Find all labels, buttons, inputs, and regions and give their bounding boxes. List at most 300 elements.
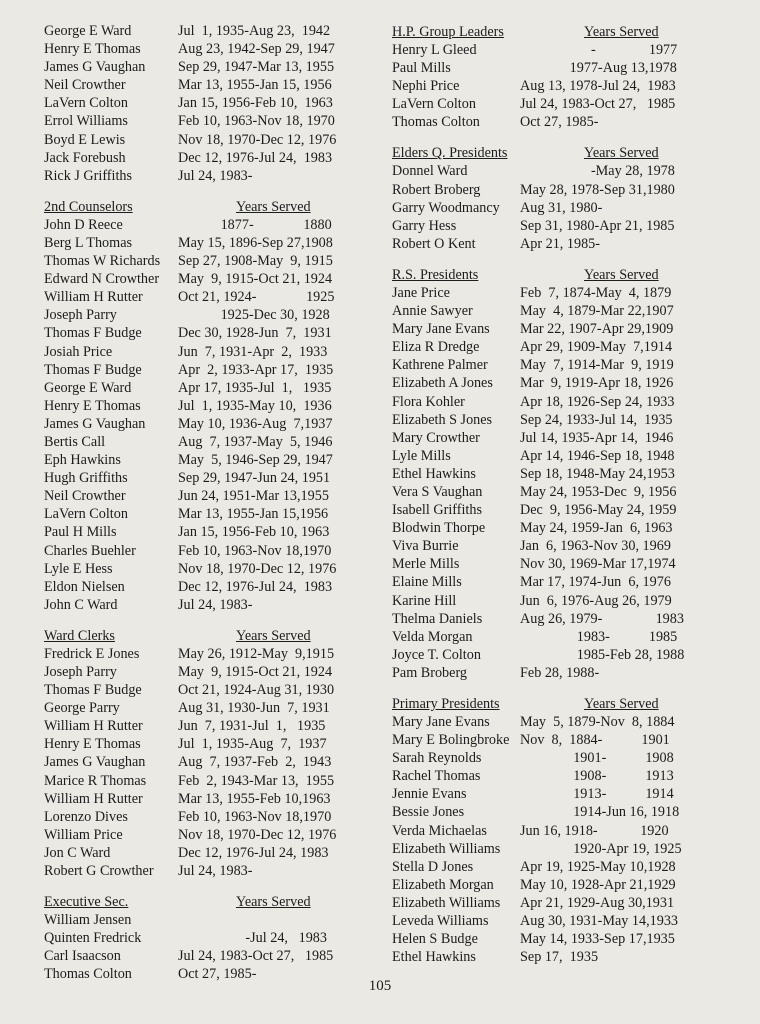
service-dates: Jun 16, 1918- 1920 (520, 822, 669, 839)
service-dates: Jan 15, 1956-Feb 10, 1963 (178, 95, 333, 112)
officer-name: Joyce T. Colton (392, 646, 481, 663)
officer-row (44, 523, 376, 541)
officer-row (392, 537, 722, 555)
officer-name: Sarah Reynolds (392, 750, 482, 767)
officer-row (392, 320, 722, 338)
service-dates: Apr 29, 1909-May 7,1914 (520, 339, 673, 356)
officer-row (392, 876, 722, 894)
officer-row (392, 284, 722, 302)
service-dates: Aug 31, 1930-Jun 7, 1931 (178, 700, 330, 717)
service-dates: 1977-Aug 13,1978 (520, 60, 677, 77)
officer-row (392, 59, 722, 77)
section-title: Elders Q. Presidents (392, 145, 508, 162)
officer-row (44, 469, 376, 487)
officer-row (392, 519, 722, 537)
officer-row (392, 95, 722, 113)
service-dates: May 24, 1953-Dec 9, 1956 (520, 483, 677, 500)
service-dates: Jun 7, 1931-Apr 2, 1933 (178, 343, 328, 360)
officer-row (392, 858, 722, 876)
left-section (44, 626, 376, 880)
officer-name: Eliza R Dredge (392, 339, 480, 356)
service-dates: May 9, 1915-Oct 21, 1924 (178, 664, 333, 680)
officer-name: James G Vaughan (44, 754, 146, 771)
years-served-label: Years Served (236, 627, 311, 644)
officer-row (392, 465, 722, 483)
officer-row (44, 663, 376, 681)
service-dates: Sep 29, 1947-Jun 24, 1951 (178, 470, 331, 487)
service-dates: Oct 21, 1924- 1925 (178, 289, 335, 306)
officer-name: Garry Woodmancy (392, 199, 500, 216)
service-dates: Jul 24, 1983- (178, 167, 253, 184)
officer-row (44, 361, 376, 379)
page-number: 105 (368, 978, 392, 994)
officer-row (44, 542, 376, 560)
service-dates: Apr 17, 1935-Jul 1, 1935 (178, 379, 332, 396)
officer-name: George E Ward (44, 379, 132, 396)
officer-name: William H Rutter (44, 289, 143, 306)
officer-name: Quinten Fredrick (44, 930, 142, 947)
officer-row (44, 112, 376, 130)
officer-name: Bessie Jones (392, 804, 465, 821)
section-title: R.S. Presidents (392, 266, 479, 283)
officer-name: Charles Buehler (44, 542, 136, 559)
officer-name: Jennie Evans (392, 786, 467, 803)
service-dates: 1920-Apr 19, 1925 (520, 840, 682, 857)
service-dates: Sep 24, 1933-Jul 14, 1935 (520, 411, 673, 428)
service-dates: Jun 6, 1976-Aug 26, 1979 (520, 592, 672, 609)
officer-row (44, 808, 376, 826)
officer-row (392, 573, 722, 591)
officer-row (392, 664, 722, 682)
service-dates: Apr 2, 1933-Apr 17, 1935 (178, 361, 334, 378)
service-dates: May 5, 1879-Nov 8, 1884 (520, 714, 675, 730)
officer-name: Neil Crowther (44, 77, 126, 94)
service-dates: Mar 13, 1955-Jan 15, 1956 (178, 77, 332, 94)
officer-row (392, 749, 722, 767)
officer-row (392, 217, 722, 235)
officer-name: Leveda Williams (392, 913, 489, 930)
officer-name: Mary E Bolingbroke (392, 732, 510, 749)
service-dates: 1925-Dec 30, 1928 (178, 307, 330, 324)
officer-row (44, 379, 376, 397)
service-dates: Apr 14, 1946-Sep 18, 1948 (520, 447, 675, 464)
service-dates: Nov 8, 1884- 1901 (520, 732, 670, 749)
service-dates: Sep 31, 1980-Apr 21, 1985 (520, 217, 675, 234)
years-served-label: Years Served (584, 266, 659, 283)
service-dates: Aug 7, 1937-Feb 2, 1943 (178, 754, 332, 771)
left-section (44, 892, 376, 983)
officer-name: Robert O Kent (392, 235, 476, 252)
service-dates: Nov 18, 1970-Dec 12, 1976 (178, 560, 337, 577)
officer-name: Elizabeth S Jones (392, 411, 493, 428)
officer-row (392, 731, 722, 749)
officer-row (44, 681, 376, 699)
officer-row (392, 411, 722, 429)
officer-name: James G Vaughan (44, 59, 146, 76)
section-header (392, 143, 722, 162)
officer-name: Elizabeth Williams (392, 840, 501, 857)
officer-row (392, 894, 722, 912)
service-dates: Dec 30, 1928-Jun 7, 1931 (178, 325, 332, 342)
officer-name: William Price (44, 826, 123, 843)
officer-row (392, 113, 722, 131)
service-dates (178, 911, 376, 929)
left-section (44, 197, 376, 614)
officer-name: Mary Jane Evans (392, 321, 490, 338)
officer-name: Velda Morgan (392, 628, 473, 645)
service-dates: Dec 9, 1956-May 24, 1959 (520, 502, 677, 519)
officer-row (44, 645, 376, 663)
officer-row (44, 862, 376, 880)
officer-name: Mary Crowther (392, 429, 480, 446)
section-header (392, 265, 722, 284)
officer-row (44, 911, 376, 929)
service-dates: Jul 1, 1935-Aug 23, 1942 (178, 23, 331, 39)
service-dates: 1901- 1908 (520, 750, 674, 767)
officer-name: Stella D Jones (392, 858, 474, 875)
officer-row (392, 302, 722, 320)
officer-row (44, 167, 376, 185)
officer-row (44, 790, 376, 808)
officer-name: Eldon Nielsen (44, 578, 125, 595)
officer-name: Nephi Price (392, 78, 460, 95)
service-dates: Sep 29, 1947-Mar 13, 1955 (178, 59, 335, 76)
service-dates: Sep 18, 1948-May 24,1953 (520, 465, 675, 482)
section-title: Ward Clerks (44, 627, 115, 644)
left-column (44, 22, 376, 996)
officer-name: Viva Burrie (392, 538, 459, 555)
officer-name: Donnel Ward (392, 163, 468, 180)
officer-name: Joseph Parry (44, 664, 117, 680)
service-dates: Feb 7, 1874-May 4, 1879 (520, 284, 672, 301)
officer-row (392, 429, 722, 447)
service-dates: Mar 9, 1919-Apr 18, 1926 (520, 375, 674, 392)
years-served-label: Years Served (236, 894, 311, 911)
officer-row (44, 929, 376, 947)
officer-row (44, 149, 376, 167)
officer-row (392, 356, 722, 374)
service-dates: May 14, 1933-Sep 17,1935 (520, 931, 675, 948)
service-dates: Jan 6, 1963-Nov 30, 1969 (520, 538, 671, 555)
service-dates: May 28, 1978-Sep 31,1980 (520, 181, 675, 198)
officer-row (44, 306, 376, 324)
officer-row (392, 840, 722, 858)
officer-name: Henry E Thomas (44, 736, 141, 753)
officer-name: Bertis Call (44, 433, 106, 450)
officer-row (392, 501, 722, 519)
service-dates: Oct 21, 1924-Aug 31, 1930 (178, 682, 335, 699)
officer-row (44, 288, 376, 306)
service-dates: May 24, 1959-Jan 6, 1963 (520, 520, 673, 537)
officer-name: Edward N Crowther (44, 271, 160, 288)
service-dates: Jul 24, 1983- (178, 863, 253, 880)
years-served-label: Years Served (584, 695, 659, 712)
service-dates: Apr 21, 1985- (520, 235, 600, 252)
officer-row (392, 713, 722, 731)
officer-row (44, 131, 376, 149)
officer-row (44, 343, 376, 361)
service-dates: May 15, 1896-Sep 27,1908 (178, 234, 333, 251)
service-dates: Apr 19, 1925-May 10,1928 (520, 858, 676, 875)
officer-name: Fredrick E Jones (44, 645, 140, 662)
officer-name: Thomas Colton (44, 966, 132, 983)
service-dates: Feb 10, 1963-Nov 18,1970 (178, 542, 332, 559)
service-dates: Jan 15, 1956-Feb 10, 1963 (178, 524, 330, 541)
officer-name: Henry E Thomas (44, 397, 141, 414)
officer-row (392, 628, 722, 646)
officer-name: Thomas W Richards (44, 253, 161, 270)
service-dates: Feb 10, 1963-Nov 18,1970 (178, 808, 332, 825)
officer-name: Blodwin Thorpe (392, 520, 486, 537)
officer-name: Robert G Crowther (44, 863, 154, 880)
officer-row (392, 447, 722, 465)
service-dates: Jul 24, 1983-Oct 27, 1985 (178, 948, 334, 965)
service-dates: Aug 30, 1931-May 14,1933 (520, 913, 679, 930)
officer-row (44, 433, 376, 451)
officer-row (392, 374, 722, 392)
service-dates: Oct 27, 1985- (178, 966, 257, 983)
officer-name: Isabell Griffiths (392, 502, 482, 519)
officer-row (44, 324, 376, 342)
officer-name: Thomas F Budge (44, 325, 142, 342)
officer-name: Marice R Thomas (44, 772, 147, 789)
officer-name: Helen S Budge (392, 931, 478, 948)
officer-row (392, 912, 722, 930)
officer-name: John C Ward (44, 596, 118, 613)
service-dates: Feb 28, 1988- (520, 664, 600, 681)
officer-row (44, 772, 376, 790)
officer-name: Rachel Thomas (392, 768, 481, 785)
officer-row (44, 505, 376, 523)
officer-row (44, 735, 376, 753)
service-dates: Mar 22, 1907-Apr 29,1909 (520, 321, 674, 338)
officer-row (392, 77, 722, 95)
service-dates: 1914-Jun 16, 1918 (520, 804, 680, 821)
officer-row (392, 785, 722, 803)
officer-row (44, 40, 376, 58)
service-dates: Aug 7, 1937-May 5, 1946 (178, 433, 333, 450)
officer-row (392, 610, 722, 628)
officer-name: LaVern Colton (44, 95, 128, 112)
officer-row (44, 560, 376, 578)
right-section (392, 143, 722, 252)
officer-row (392, 646, 722, 664)
service-dates: May 4, 1879-Mar 22,1907 (520, 303, 674, 320)
service-dates: Mar 13, 1955-Jan 15,1956 (178, 506, 329, 523)
years-served-label: Years Served (236, 198, 311, 215)
service-dates: May 5, 1946-Sep 29, 1947 (178, 452, 333, 469)
officer-row (44, 58, 376, 76)
officer-name: William H Rutter (44, 790, 143, 807)
officer-name: Paul H Mills (44, 524, 117, 541)
service-dates: Jul 1, 1935-May 10, 1936 (178, 397, 332, 414)
officer-name: Pam Broberg (392, 664, 468, 681)
officer-name: Boyd E Lewis (44, 131, 126, 148)
officer-name: Neil Crowther (44, 488, 126, 505)
officer-row (44, 947, 376, 965)
officer-row (392, 181, 722, 199)
officer-name: Verda Michaelas (392, 822, 487, 839)
service-dates: Dec 12, 1976-Jul 24, 1983 (178, 578, 333, 595)
officer-row (44, 717, 376, 735)
officer-name: Vera S Vaughan (392, 483, 483, 500)
section-title: Primary Presidents (392, 695, 500, 712)
officer-name: James G Vaughan (44, 415, 146, 432)
officer-name: Garry Hess (392, 217, 457, 234)
right-section (392, 22, 722, 131)
officer-name: Thelma Daniels (392, 610, 483, 627)
section-title: H.P. Group Leaders (392, 23, 504, 40)
officer-name: Ethel Hawkins (392, 465, 476, 482)
officer-row (44, 487, 376, 505)
section-header (392, 694, 722, 713)
service-dates: Oct 27, 1985- (520, 114, 599, 131)
service-dates: -May 28, 1978 (520, 163, 675, 180)
officer-name: Kathrene Palmer (392, 357, 488, 374)
service-dates: Mar 13, 1955-Feb 10,1963 (178, 790, 331, 807)
officer-name: Carl Isaacson (44, 948, 121, 965)
officer-name: George Parry (44, 700, 120, 717)
service-dates: 1913- 1914 (520, 786, 674, 803)
officer-name: Henry E Thomas (44, 41, 141, 58)
officer-name: Karine Hill (392, 592, 457, 609)
officer-name: Thomas F Budge (44, 682, 142, 699)
service-dates: 1983- 1985 (520, 628, 678, 645)
officer-name: Mary Jane Evans (392, 714, 490, 730)
officer-row (392, 483, 722, 501)
service-dates: 1908- 1913 (520, 768, 674, 785)
years-served-label: Years Served (584, 23, 659, 40)
officer-row (392, 767, 722, 785)
service-dates: Jun 24, 1951-Mar 13,1955 (178, 488, 329, 505)
left-section (44, 22, 376, 185)
officer-name: George E Ward (44, 23, 132, 39)
service-dates: Dec 12, 1976-Jul 24, 1983 (178, 149, 333, 166)
officer-row (392, 199, 722, 217)
officer-name: Josiah Price (44, 343, 113, 360)
service-dates: Aug 31, 1980- (520, 199, 603, 216)
officer-name: Jon C Ward (44, 844, 111, 861)
officer-name: Joseph Parry (44, 307, 117, 324)
officer-name: Thomas Colton (392, 114, 480, 131)
service-dates: Jul 24, 1983- (178, 596, 253, 613)
service-dates: Jul 24, 1983-Oct 27, 1985 (520, 96, 676, 113)
officer-name: Robert Broberg (392, 181, 481, 198)
service-dates: Sep 27, 1908-May 9, 1915 (178, 253, 333, 270)
service-dates: May 10, 1928-Apr 21,1929 (520, 876, 676, 893)
officer-row (392, 235, 722, 253)
officer-row (44, 270, 376, 288)
officer-row (392, 948, 722, 966)
service-dates: Nov 18, 1970-Dec 12, 1976 (178, 131, 337, 148)
officer-name: Errol Williams (44, 113, 128, 130)
service-dates: Jun 7, 1931-Jul 1, 1935 (178, 718, 326, 735)
years-served-label: Years Served (584, 145, 659, 162)
officer-name: Jack Forebush (44, 149, 126, 166)
section-header (392, 22, 722, 41)
officer-name: Berg L Thomas (44, 234, 133, 251)
officer-name: Eph Hawkins (44, 452, 121, 469)
service-dates: Apr 18, 1926-Sep 24, 1933 (520, 393, 675, 410)
service-dates: 1877- 1880 (178, 216, 332, 233)
service-dates: May 7, 1914-Mar 9, 1919 (520, 357, 674, 374)
service-dates: Aug 13, 1978-Jul 24, 1983 (520, 78, 676, 95)
officer-name: Merle Mills (392, 556, 460, 573)
service-dates: Jul 14, 1935-Apr 14, 1946 (520, 429, 674, 446)
officer-row (44, 844, 376, 862)
service-dates: - 1977 (520, 42, 678, 58)
officer-row (392, 803, 722, 821)
officer-row (392, 338, 722, 356)
officer-name: Henry L Gleed (392, 42, 477, 58)
officer-name: Elaine Mills (392, 574, 462, 591)
officer-row (44, 397, 376, 415)
service-dates: May 9, 1915-Oct 21, 1924 (178, 271, 333, 288)
officer-row (44, 252, 376, 270)
officer-row (44, 216, 376, 234)
section-title: Executive Sec. (44, 894, 129, 911)
officer-name: LaVern Colton (44, 506, 128, 523)
officer-name: Elizabeth Williams (392, 894, 501, 911)
officer-name: Jane Price (392, 284, 450, 301)
officer-name: Paul Mills (392, 60, 451, 77)
officer-row (392, 393, 722, 411)
service-dates: -Jul 24, 1983 (178, 930, 327, 947)
officer-name: William Jensen (44, 912, 132, 929)
officer-name: William H Rutter (44, 718, 143, 735)
service-dates: Sep 17, 1935 (520, 949, 599, 966)
section-header (44, 197, 376, 216)
section-header (44, 626, 376, 645)
officer-name: Lyle Mills (392, 447, 451, 464)
officer-name: Flora Kohler (392, 393, 465, 410)
officer-row (392, 41, 722, 59)
officer-name: Thomas F Budge (44, 361, 142, 378)
service-dates: Feb 10, 1963-Nov 18, 1970 (178, 113, 335, 130)
officer-name: Rick J Griffiths (44, 167, 133, 184)
service-dates: Aug 23, 1942-Sep 29, 1947 (178, 41, 335, 58)
section-title: 2nd Counselors (44, 198, 133, 215)
service-dates: Aug 26, 1979- 1983 (520, 610, 684, 627)
right-section (392, 265, 722, 682)
right-column (392, 22, 722, 978)
service-dates: Dec 12, 1976-Jul 24, 1983 (178, 844, 329, 861)
officer-row (44, 22, 376, 40)
officer-row (44, 596, 376, 614)
officer-row (44, 94, 376, 112)
officer-row (44, 76, 376, 94)
officer-name: Annie Sawyer (392, 303, 473, 320)
officer-name: LaVern Colton (392, 96, 476, 113)
officer-name: Ethel Hawkins (392, 949, 476, 966)
officer-row (392, 555, 722, 573)
officer-name: Lorenzo Dives (44, 808, 128, 825)
service-dates: Nov 18, 1970-Dec 12, 1976 (178, 826, 337, 843)
service-dates: Apr 21, 1929-Aug 30,1931 (520, 894, 675, 911)
service-dates: Jul 1, 1935-Aug 7, 1937 (178, 736, 327, 753)
officer-row (392, 162, 722, 180)
service-dates: May 26, 1912-May 9,1915 (178, 645, 335, 662)
officer-row (392, 822, 722, 840)
service-dates: 1985-Feb 28, 1988 (520, 646, 685, 663)
officer-row (44, 451, 376, 469)
service-dates: Mar 17, 1974-Jun 6, 1976 (520, 574, 671, 591)
service-dates: Feb 2, 1943-Mar 13, 1955 (178, 772, 335, 789)
officer-row (44, 826, 376, 844)
officer-name: Elizabeth A Jones (392, 375, 493, 392)
officer-name: John D Reece (44, 216, 123, 233)
service-dates: Nov 30, 1969-Mar 17,1974 (520, 556, 676, 573)
